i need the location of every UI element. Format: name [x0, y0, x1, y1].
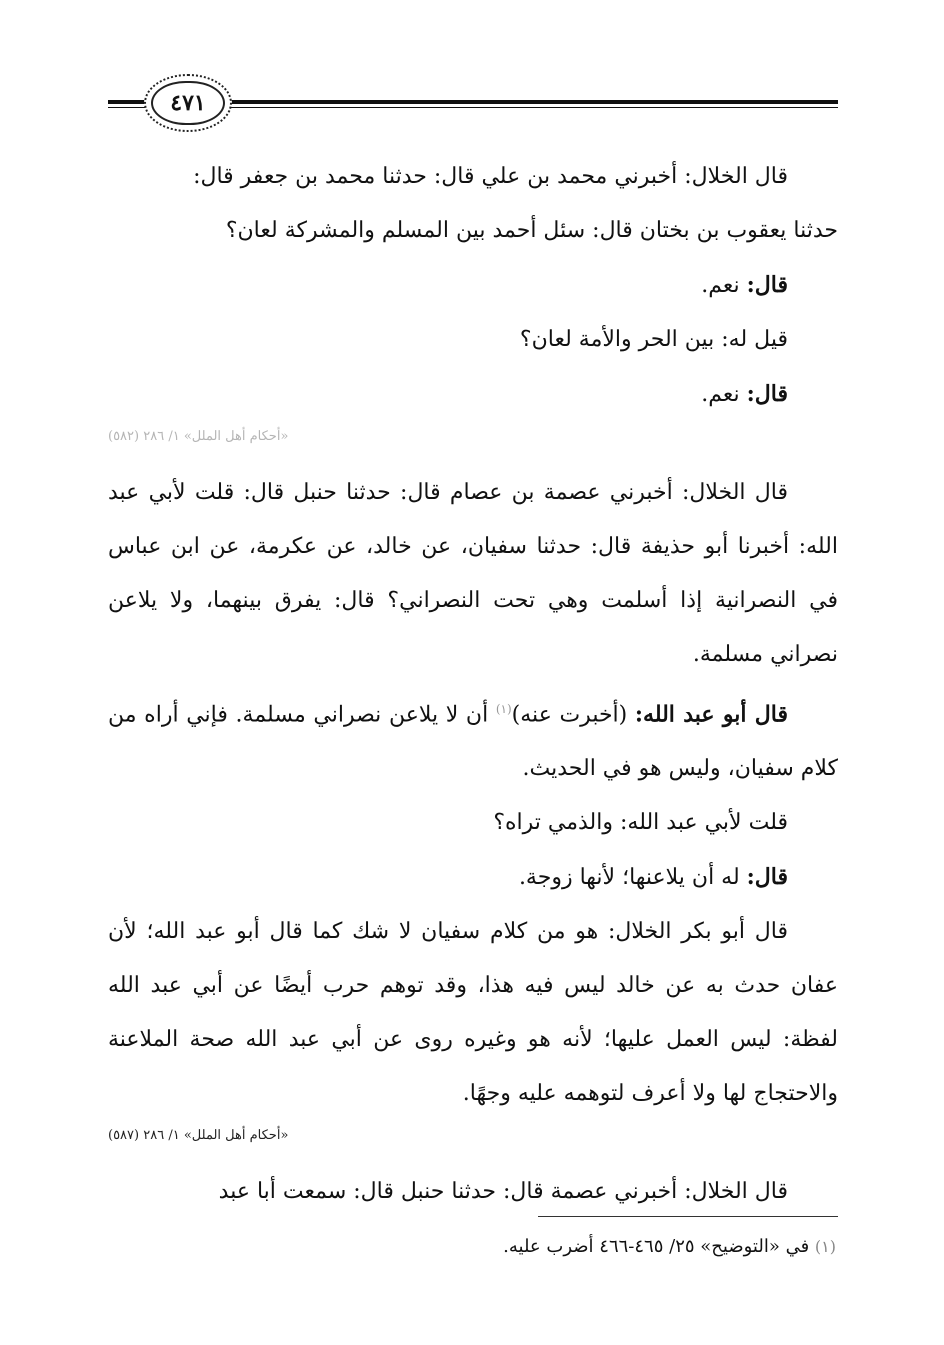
source-reference: «أحكام أهل الملل» ١/ ٢٨٦ (٥٨٧) [108, 1128, 289, 1144]
paragraph-text: (أخبرت عنه) [511, 702, 635, 728]
paragraph [108, 796, 838, 850]
paragraph [108, 150, 838, 258]
speaker-label: قال أبو عبد الله: [634, 701, 788, 728]
paragraph-text: قلت لأبي عبد الله: والذمي تراه؟ [493, 810, 788, 836]
paragraph [108, 258, 838, 313]
paragraph [108, 850, 838, 905]
text-line: قال الخلال: أخبرني محمد بن علي قال: حدثنا محمد بن جعفر قال: [193, 164, 788, 189]
paragraph-text: نعم. [701, 382, 747, 407]
page-number-ornament [144, 74, 232, 132]
footnote [106, 1232, 836, 1262]
paragraph-text: قال أبو بكر الخلال: هو من كلام سفيان لا شك كما قال أبو عبد الله؛ لأن عفان حدث به عن خالد ليس فيه هذا، وقد توهم حرب أيضًا عن أبي عبد الله لفظة: ليس العمل عليها؛ لأنه هو وغيره روى عن أبي عبد الله صحة الملاعنة والاحتجاج لها ولا أعرف لتوهمه عليه وجهًا. [108, 919, 838, 1107]
paragraph-text: له أن يلاعنها؛ لأنها زوجة. [518, 865, 747, 891]
paragraph [108, 682, 838, 796]
footnote-marker[interactable]: (١) [495, 702, 512, 716]
footnote-separator [538, 1216, 838, 1217]
paragraph [108, 905, 838, 1121]
footnote-text: في «التوضيح» ٢٥/ ٤٦٥-٤٦٦ أضرب عليه. [503, 1236, 815, 1257]
footnote-number: (١) [814, 1237, 836, 1256]
page-number: ٤٧١ [170, 90, 206, 116]
speaker-label: قال: [746, 272, 788, 298]
source-reference: «أحكام أهل الملل» ١/ ٢٨٦ (٥٨٢) [108, 429, 289, 444]
paragraph-text: قال الخلال: أخبرني عصمة قال: حدثنا حنبل قال: سمعت أبا عبد [218, 1179, 788, 1205]
paragraph-text: نعم. [701, 273, 747, 298]
page-header [108, 70, 838, 134]
paragraph [108, 1165, 838, 1219]
main-text [108, 150, 838, 1219]
paragraph [108, 367, 838, 422]
paragraph [108, 313, 838, 367]
text-line: حدثنا يعقوب بن بختان قال: سئل أحمد بين المسلم والمشركة لعان؟ [225, 218, 838, 243]
paragraph-text: قيل له: بين الحر والأمة لعان؟ [519, 327, 788, 352]
speaker-label: قال: [746, 381, 788, 407]
paragraph [108, 466, 838, 682]
speaker-label: قال: [746, 864, 788, 891]
paragraph-text: أن لا يلاعن نصراني مسلمة. فإني أراه من كلام سفيان، وليس هو في الحديث. [108, 702, 838, 782]
paragraph-text: قال الخلال: أخبرني عصمة بن عصام قال: حدثنا حنبل قال: قلت لأبي عبد الله: أخبرنا أبو حذيفة قال: حدثنا سفيان، عن خالد، عن عكرمة، عن ابن عباس في النصرانية إذا أسلمت وهي تحت النصراني؟ قال: يفرق بينهما، ولا يلاعن نصراني مسلمة. [108, 480, 838, 667]
